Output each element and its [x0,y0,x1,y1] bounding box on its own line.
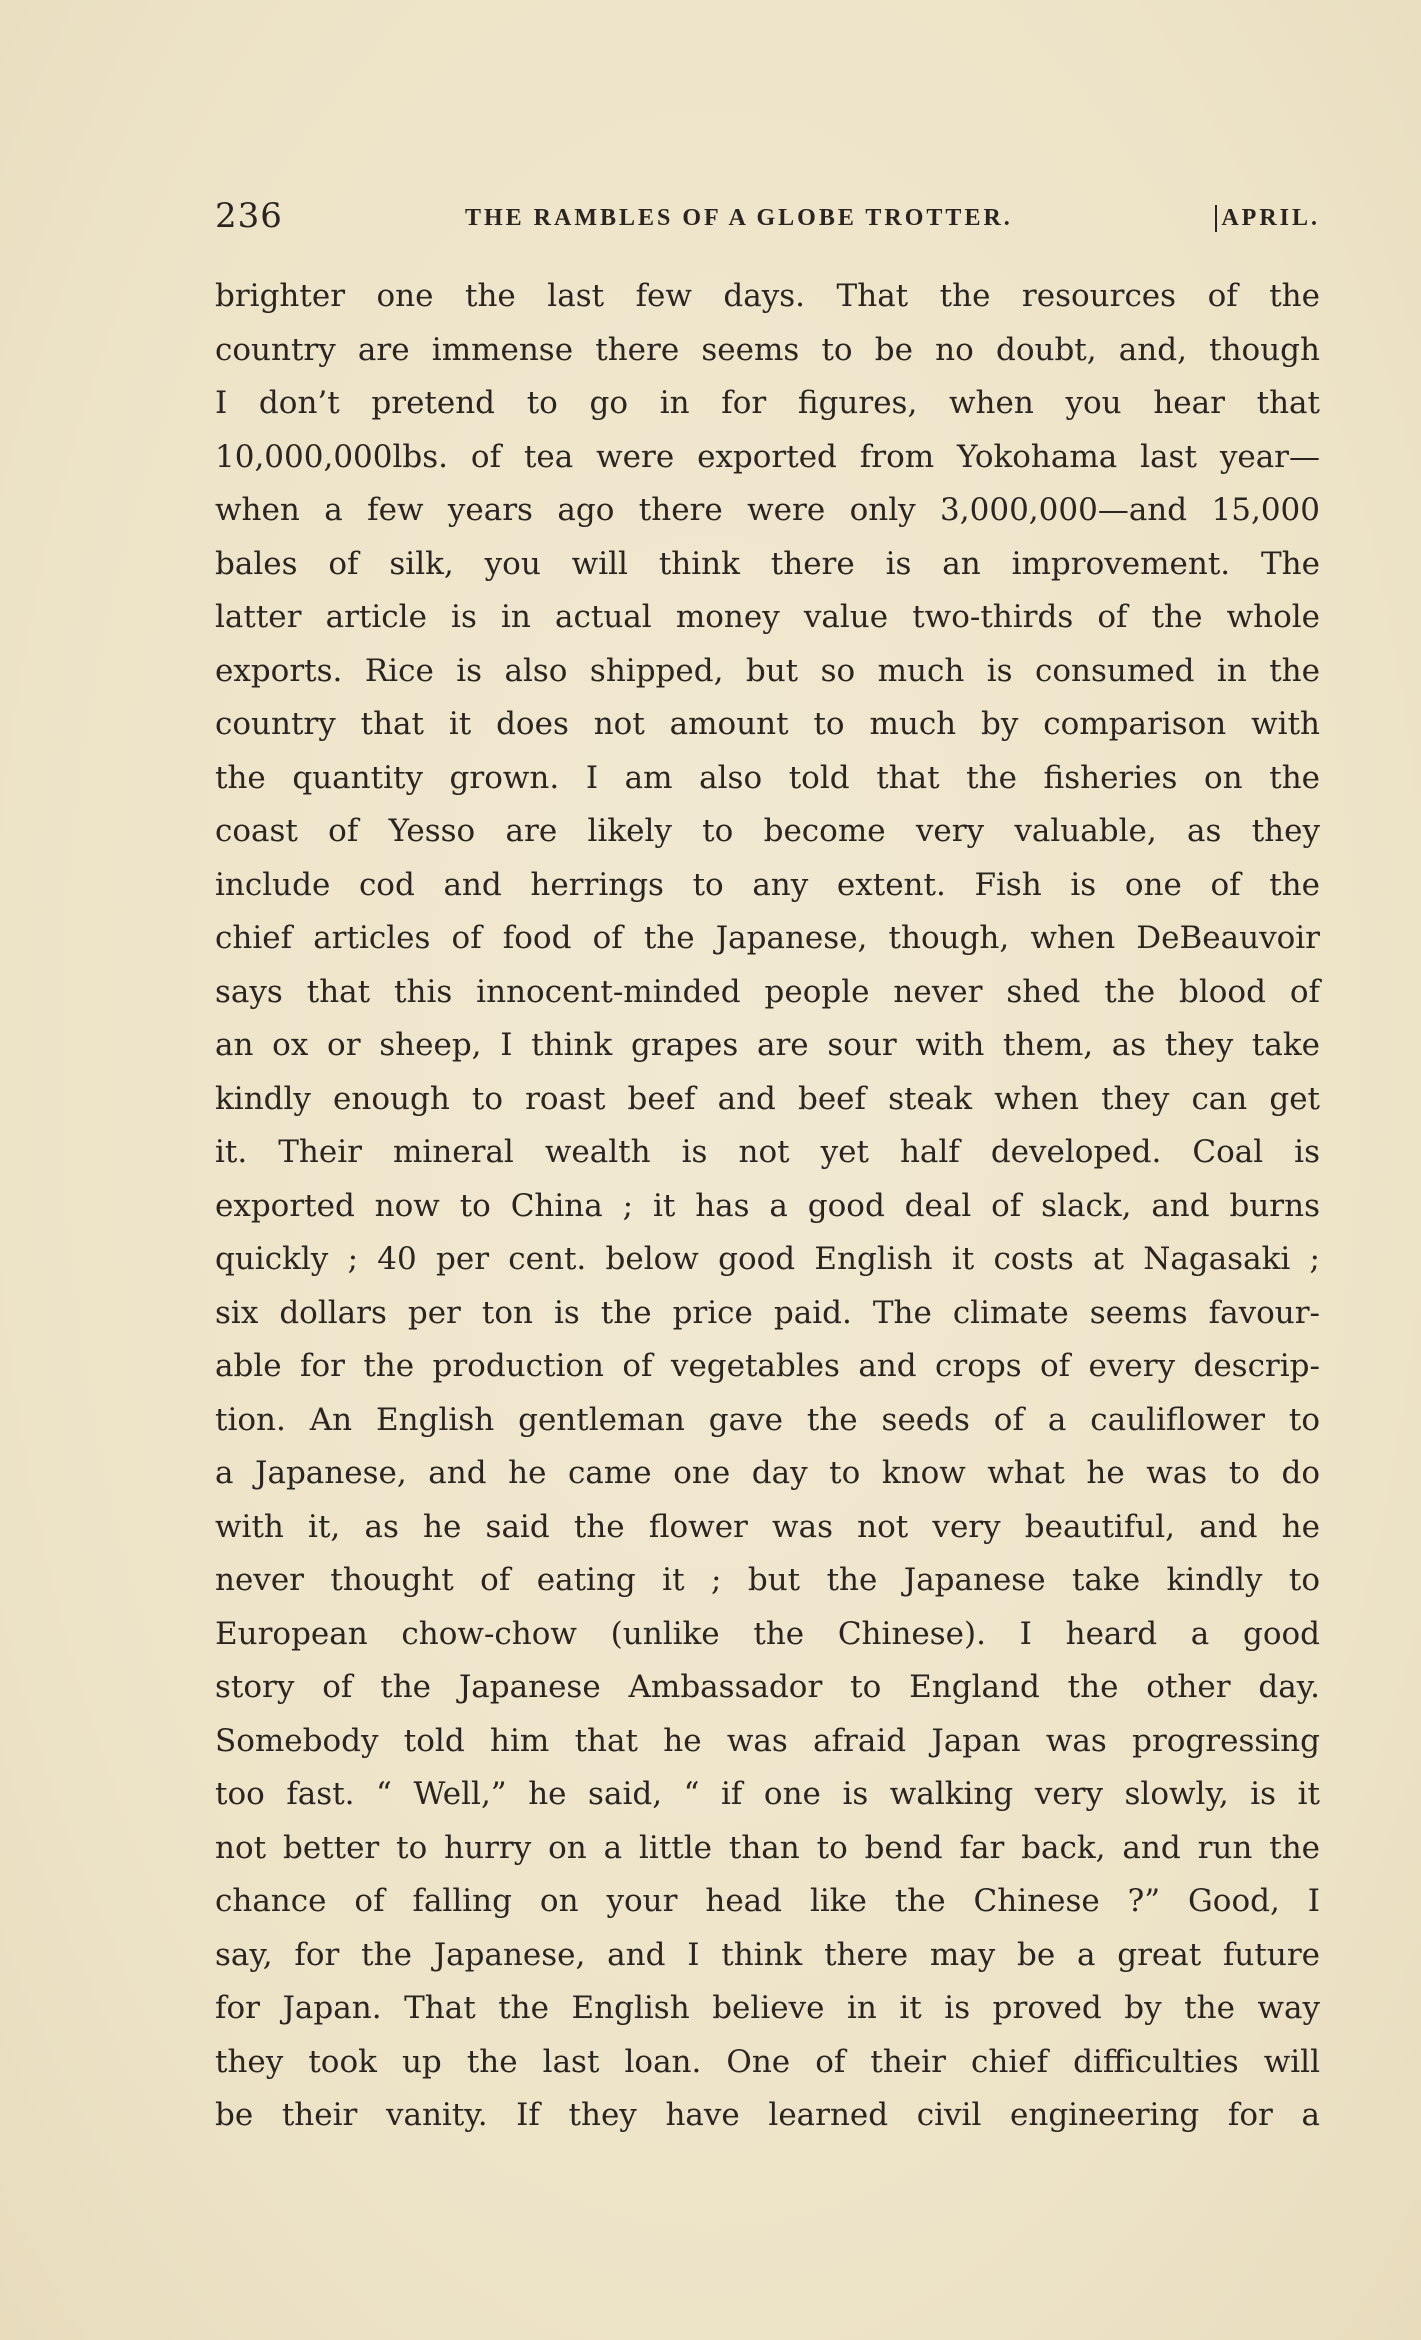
text-line: chance of falling on your head like the Chinese ?” Good, I [215,1883,1320,1919]
text-line: say, for the Japanese, and I think there may be a great future [215,1936,1320,1973]
text-line: kindly enough to roast beef and beef steak when they can get [215,1080,1320,1117]
running-month: APRIL. [1215,205,1320,232]
text-line: not better to hurry on a little than to bend far back, and run the [215,1829,1320,1866]
text-line: include cod and herrings to any extent. Fish is one of the [215,866,1320,903]
text-line: when a few years ago there were only 3,000,000—and 15,000 [215,492,1320,528]
text-line: latter article is in actual money value two-thirds of the whole [215,599,1320,635]
text-line: six dollars per ton is the price paid. The climate seems favour- [215,1294,1320,1331]
text-line: able for the production of vegetables and crops of every descrip- [215,1348,1320,1384]
page-header [215,196,1320,244]
text-line: country that it does not amount to much by comparison with [215,706,1320,742]
text-line: exports. Rice is also shipped, but so much is consumed in the [215,652,1320,689]
text-line: tion. An English gentleman gave the seeds of a cauliflower to [215,1401,1320,1438]
text-line: 10,000,000lbs. of tea were exported from Yokohama last year— [215,438,1320,475]
text-line: it. Their mineral wealth is not yet half developed. Coal is [215,1134,1320,1170]
text-line: an ox or sheep, I think grapes are sour with them, as they take [215,1027,1320,1063]
text-line: chief articles of food of the Japanese, though, when DeBeauvoir [215,920,1320,956]
text-line: bales of silk, you will think there is an improvement. The [215,545,1320,582]
page-number: 236 [215,196,283,236]
text-line: a Japanese, and he came one day to know what he was to do [215,1455,1320,1491]
body-text [215,270,1320,2143]
text-line: be their vanity. If they have learned civil engineering for a [215,2097,1320,2133]
text-line: for Japan. That the English believe in it is proved by the way [215,1990,1320,2026]
text-line: coast of Yesso are likely to become very valuable, as they [215,813,1320,849]
text-line: exported now to China ; it has a good deal of slack, and burns [215,1187,1320,1224]
text-line: they took up the last loan. One of their chief difficulties will [215,2043,1320,2080]
running-title: THE RAMBLES OF A GLOBE TROTTER. [465,205,1013,231]
text-line: quickly ; 40 per cent. below good English it costs at Nagasaki ; [215,1241,1320,1277]
text-line: says that this innocent-minded people never shed the blood of [215,973,1320,1010]
text-line: European chow-chow (unlike the Chinese). I heard a good [215,1615,1320,1652]
text-line: with it, as he said the flower was not very beautiful, and he [215,1508,1320,1545]
text-line: story of the Japanese Ambassador to England the other day. [215,1669,1320,1705]
text-line: Somebody told him that he was afraid Japan was progressing [215,1722,1320,1759]
text-line: country are immense there seems to be no doubt, and, though [215,331,1320,368]
text-line: too fast. “ Well,” he said, “ if one is walking very slowly, is it [215,1776,1320,1812]
text-line: the quantity grown. I am also told that the fisheries on the [215,759,1320,796]
text-line: never thought of eating it ; but the Japanese take kindly to [215,1562,1320,1598]
text-line: brighter one the last few days. That the resources of the [215,278,1320,314]
text-line: I don’t pretend to go in for figures, when you hear that [215,385,1320,421]
